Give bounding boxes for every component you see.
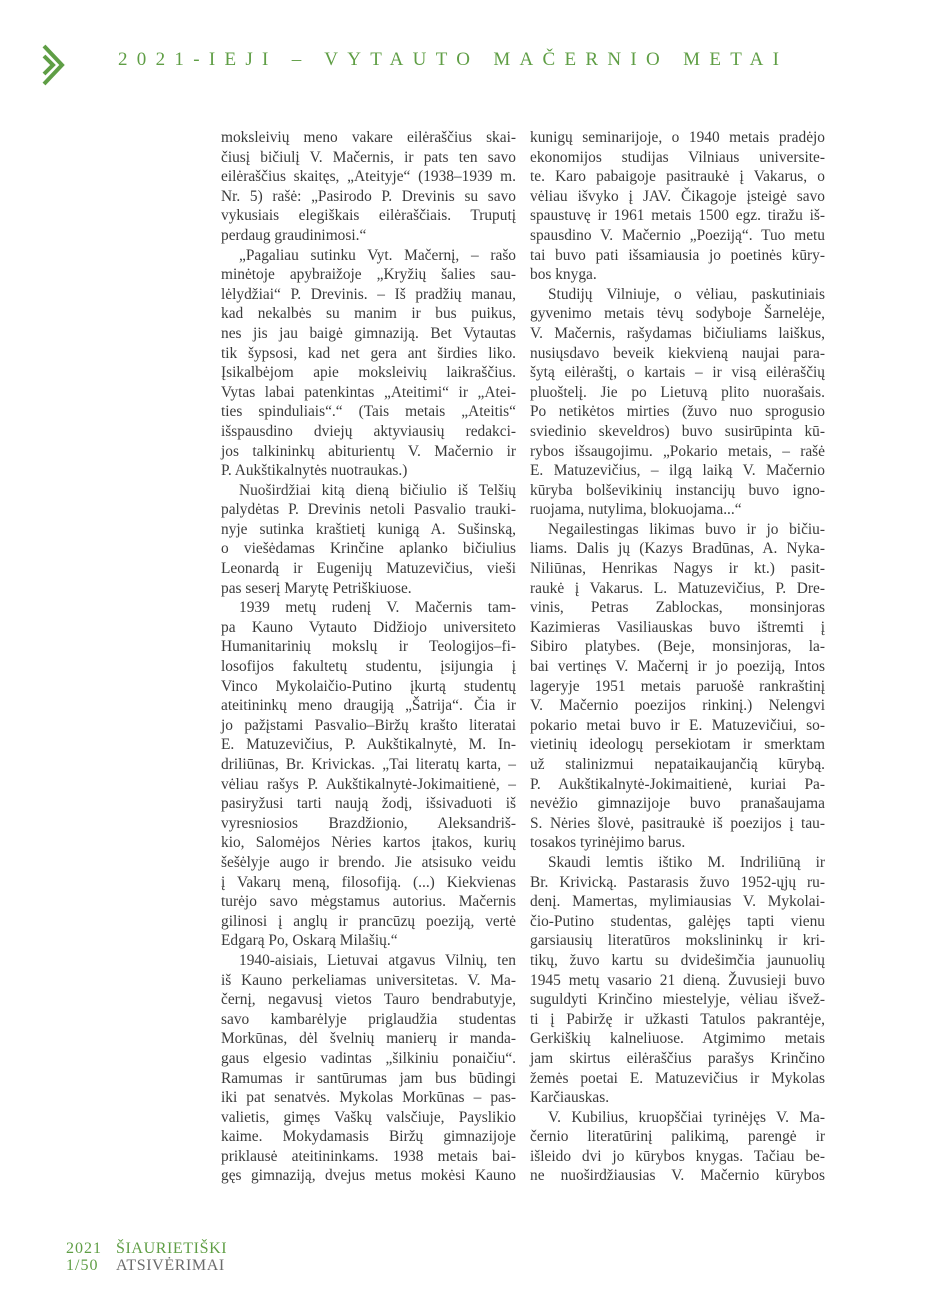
page-footer: [66, 1240, 227, 1274]
text-line: garsiausių literatūros mokslininkų ir kri-: [530, 932, 825, 950]
text-line: jam skirtus eilėraščius parašys Krinčino: [530, 1049, 825, 1067]
text-line: nusiųsdavo beveik kiekvieną naujai para-: [530, 344, 825, 362]
text-line: Nuoširdžiai kitą dieną bičiulio iš Telšių: [239, 481, 516, 499]
text-line: spaustuvę ir 1961 metais 1500 egz. tiražu iš-: [530, 207, 825, 225]
text-line: vyresniosios Brazdžionio, Aleksandriš-: [221, 814, 516, 832]
text-line: sviedinio skeveldros) buvo susirūpinta kū-: [530, 422, 825, 440]
text-line: Gerkiškių kalneliuose. Atgimimo metais: [530, 1030, 825, 1048]
text-line: palydėtas P. Drevinis netoli Pasvalio trauki-: [221, 501, 516, 519]
text-line: E. Matuzevičius, P. Aukštikalnytė, M. In-: [221, 736, 516, 754]
text-line: tikų, žuvo kartu su dvidešimčia jaunuolių: [530, 951, 825, 969]
text-line: rybos išsaugojimu. „Pokario metais, – rašė: [530, 442, 825, 460]
text-line: Br. Krivicką. Pastarasis žuvo 1952-ųjų ru-: [530, 873, 825, 891]
text-line: vėliau rašys P. Aukštikalnytė-Jokimaitienė, –: [221, 775, 516, 793]
text-line: lėlydžiai“ P. Drevinis. – Iš pradžių manau,: [221, 285, 516, 303]
text-line: 1945 metų vasario 21 dieną. Žuvusieji buvo: [530, 971, 825, 989]
text-line: suguldyti Krinčino miestelyje, vėliau išvež-: [530, 991, 825, 1009]
text-line: raukė į Vakarus. L. Matuzevičius, P. Dre-: [530, 579, 825, 597]
text-line: „Pagaliau sutinku Vyt. Mačernį, – rašo: [239, 246, 516, 264]
text-line: Sibiro platybes. (Beje, monsinjoras, la-: [530, 638, 825, 656]
footer-year: 2021: [66, 1240, 102, 1257]
text-line: denį. Mamertas, mylimiausias V. Mykolai-: [530, 893, 825, 911]
text-line: S. Nėries šlovė, pasitraukė iš poezijos į tau-: [530, 814, 825, 832]
text-line: Vytas labai patenkintas „Ateitimi“ ir „Atei-: [221, 383, 516, 401]
text-line: vykusiais elegiškais eilėraščiais. Truputį: [221, 207, 516, 225]
text-line: kad nekalbės su manim ir bus puikus,: [221, 305, 516, 323]
text-line: nes jis jau baigė gimnaziją. Bet Vytautas: [221, 324, 516, 342]
article-column-right: [530, 128, 825, 1186]
text-line: iš Kauno perkeliamas universitetas. V. Ma-: [221, 971, 516, 989]
text-line: perdaug graudinimosi.“: [221, 226, 367, 244]
text-line: iki pat senatvės. Mykolas Morkūnas – pas-: [221, 1089, 516, 1107]
text-line: ateitininkų meno draugiją „Šatrija“. Čia ir: [221, 697, 516, 715]
text-line: ne nuoširdžiausias V. Mačernio kūrybos: [530, 1167, 825, 1185]
text-line: ekonomijos studijas Vilniaus universite-: [530, 148, 825, 166]
text-line: gęs gimnaziją, dvejus metus mokėsi Kauno: [221, 1167, 516, 1185]
double-chevron-right-icon: [42, 44, 66, 86]
text-line: P. Aukštikalnytės nuotraukas.): [221, 462, 408, 480]
text-line: vietinių ideologų persekiotam ir smerktam: [530, 736, 825, 754]
text-line: V. Mačernis, rašydamas bičiuliams laiškus,: [530, 324, 825, 342]
text-line: Skaudi lemtis ištiko M. Indriliūną ir: [548, 853, 825, 871]
text-line: valietis, gimęs Vaškų valsčiuje, Payslikio: [221, 1108, 516, 1126]
journal-name-line1: ŠIAURIETIŠKI: [116, 1240, 228, 1257]
text-line: lageryje 1951 metais paruošė rankraštinį: [530, 677, 825, 695]
text-line: išspausdino dviejų aktyviausių redakci-: [221, 422, 516, 440]
text-line: jos talkininkų abiturientų V. Mačernio ir: [221, 442, 516, 460]
text-line: Humanitarinių mokslų ir Teologijos–fi-: [221, 638, 516, 656]
text-line: čio-Putino studentas, galėjęs tapti vienu: [530, 912, 825, 930]
text-line: priklausė ateitininkams. 1938 metais bai-: [221, 1147, 516, 1165]
text-line: Vinco Mykolaičio-Putino įkurtą studentų: [221, 677, 516, 695]
text-line: V. Kubilius, kruopščiai tyrinėjęs V. Ma-: [548, 1108, 825, 1126]
text-line: pasiryžusi tarti naują žodį, išsivaduoti iš: [221, 795, 516, 813]
text-line: 1939 metų rudenį V. Mačernis tam-: [239, 599, 516, 617]
text-line: Studijų Vilniuje, o vėliau, paskutiniais: [548, 285, 825, 303]
text-line: ties spinduliais“.“ (Tais metais „Ateitis“: [221, 403, 516, 421]
text-line: moksleivių meno vakare eilėraščius skai-: [221, 129, 516, 146]
text-line: nyje sutinka kraštietį kunigą A. Sušinską,: [221, 520, 516, 538]
text-line: išleido dvi jo kūrybos knygas. Tačiau be-: [530, 1147, 825, 1165]
text-line: kio, Salomėjos Nėries kartos įtakos, kurių: [221, 834, 516, 852]
text-line: pa Kauno Vytauto Didžiojo universiteto: [221, 618, 516, 636]
text-line: Morkūnas, dėl švelnių manierų ir manda-: [221, 1030, 516, 1048]
article-column-left: [221, 128, 516, 1186]
text-line: Karčiauskas.: [530, 1089, 610, 1107]
text-line: pluoštelį. Jie po Lietuvą plito nuorašais.: [530, 383, 825, 401]
text-line: bos knyga.: [530, 266, 597, 284]
text-line: Po netikėtos mirties (žuvo nuo sprogusio: [530, 403, 825, 421]
text-line: liams. Dalis jų (Kazys Bradūnas, A. Nyka-: [530, 540, 825, 558]
footer-issue-number: 1/50: [66, 1257, 99, 1274]
text-line: jo pažįstami Pasvalio–Biržų krašto literatai: [221, 716, 516, 734]
text-line: vėliau išvyko į JAV. Čikagoje įsteigė savo: [530, 187, 825, 205]
text-line: Negailestingas likimas buvo ir jo bičiu-: [548, 520, 825, 538]
text-line: į Vakarų meną, filosofiją. (...) Kiekvienas: [221, 873, 516, 891]
text-line: V. Mačernio poezijos rinkinį.) Nelengvi: [530, 697, 825, 715]
text-line: gaus elgesio vadintas „šilkiniu ponaičiu“.: [221, 1049, 516, 1067]
text-line: gyvenimo metais tėvų sodyboje Šarnelėje,: [530, 305, 825, 323]
text-line: Niliūnas, Henrikas Nagys ir kt.) pasit-: [530, 560, 825, 578]
text-line: P. Aukštikalnytė-Jokimaitienė, kuriai Pa-: [530, 775, 825, 793]
text-line: černį, negavusį vietos Tauro bendrabutyje,: [221, 991, 516, 1009]
text-line: 1940-aisiais, Lietuvai atgavus Vilnių, ten: [239, 951, 516, 969]
text-line: šešėlyje augo ir brendo. Jie atsisuko veidu: [221, 853, 516, 871]
text-line: o viešėdamas Krinčine aplanko bičiulius: [221, 540, 516, 558]
text-line: tik šypsosi, kad net gera ant širdies liko.: [221, 344, 516, 362]
text-line: kunigų seminarijoje, o 1940 metais pradėjo: [530, 129, 825, 146]
text-line: nevėžio gimnazijoje buvo pranašaujama: [530, 795, 825, 813]
journal-name-line2: ATSIVĖRIMAI: [116, 1257, 225, 1274]
text-line: tosakos tyrinėjimo barus.: [530, 834, 686, 852]
text-line: E. Matuzevičius, – ilgą laiką V. Mačernio: [530, 462, 825, 480]
text-line: turėjo savo mėgstamus autorius. Mačernis: [221, 893, 516, 911]
text-line: ruojama, nutylima, blokuojama...“: [530, 501, 742, 519]
text-line: černio literatūrinį palikimą, parengė ir: [530, 1128, 825, 1146]
text-line: eilėraščius skaitęs, „Ateityje“ (1938–1939 m.: [221, 168, 516, 186]
text-line: Nr. 5) rašė: „Pasirodo P. Drevinis su savo: [221, 187, 516, 205]
text-line: losofijos fakultetų studentu, įsijungia į: [221, 658, 516, 676]
text-line: čiusį bičiulį V. Mačernis, ir pats ten savo: [221, 148, 516, 166]
text-line: spausdino V. Mačernio „Poeziją“. Tuo metu: [530, 226, 825, 244]
text-line: Kazimieras Vasiliauskas buvo ištremti į: [530, 618, 825, 636]
text-line: žemės poetai E. Matuzevičius ir Mykolas: [530, 1069, 825, 1087]
text-line: šytą eilėraštį, o kartais – ir visą eilėraščių: [530, 364, 825, 382]
text-line: vinis, Petras Zablockas, monsinjoras: [530, 599, 825, 617]
text-line: Edgarą Po, Oskarą Milašių.“: [221, 932, 398, 950]
text-line: driliūnas, Br. Krivickas. „Tai literatų karta, –: [221, 756, 516, 773]
text-line: Ramumas ir santūrumas jam bus būdingi: [221, 1069, 516, 1087]
text-line: Leonardą ir Eugenijų Matuzevičius, vieši: [221, 560, 516, 578]
text-line: bai vertinęs V. Mačernį ir jo poeziją, Intos: [530, 658, 825, 676]
text-line: pokario metai buvo ir E. Matuzevičiui, so-: [530, 716, 825, 734]
text-line: tai buvo pati išsamiausia jo poetinės kūry-: [530, 246, 825, 264]
text-line: pas seserį Marytę Petriškiuose.: [221, 579, 412, 597]
text-line: Įsikalbėjom apie moksleivių laikraščius.: [221, 364, 516, 382]
text-line: savo kambarėlyje priglaudžia studentas: [221, 1010, 516, 1028]
text-line: te. Karo pabaigoje pasitraukė į Vakarus, o: [530, 168, 825, 186]
text-line: už stalinizmui nepataikaujančią kūrybą.: [530, 756, 825, 773]
text-line: kaime. Mokydamasis Biržų gimnazijoje: [221, 1128, 516, 1146]
text-line: minėtoje apybraižoje „Kryžių šalies sau-: [221, 266, 516, 284]
text-line: kūryba bolševikinių instancijų buvo igno-: [530, 481, 825, 499]
text-line: gilinosi į anglų ir prancūzų poeziją, vertė: [221, 912, 516, 930]
running-header-title: 2021-IEJI – VYTAUTO MAČERNIO METAI: [118, 49, 789, 70]
text-line: ti į Pabiržę ir užkasti Tatulos pakrantėje,: [530, 1010, 825, 1028]
